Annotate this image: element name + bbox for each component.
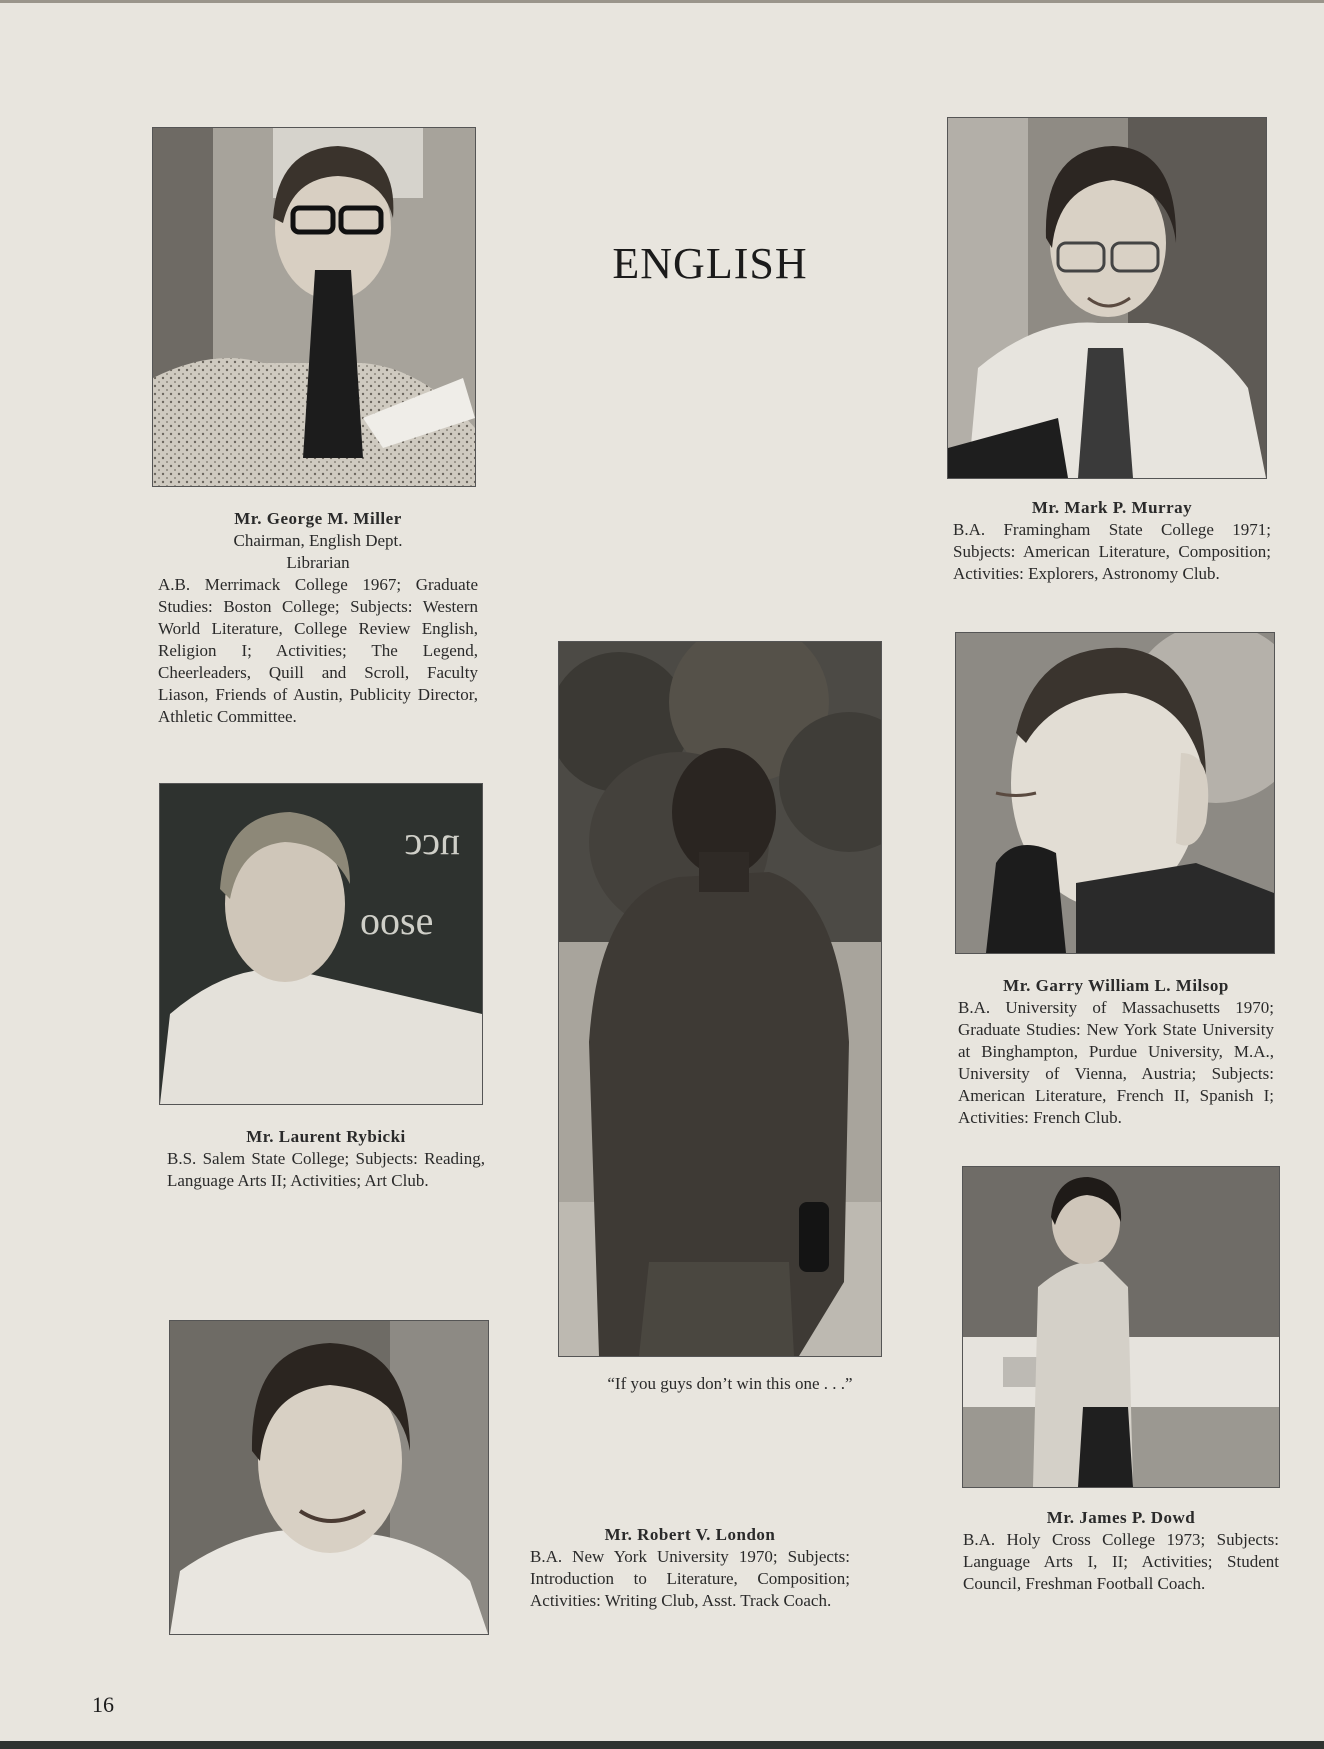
chalkboard-scrawl: ncc — [404, 818, 460, 863]
faculty-name: Mr. James P. Dowd — [1046, 1508, 1196, 1527]
photo-george-miller — [153, 128, 475, 486]
photo-james-dowd — [963, 1167, 1279, 1487]
faculty-name: Mr. Garry William L. Milsop — [1003, 976, 1229, 995]
faculty-bio: B.A. Framingham State College 1971; Subjects: American Literature, Composition; Activities: Explorers, Astronomy Club. — [953, 520, 1271, 583]
faculty-bio: B.A. New York University 1970; Subjects: Introduction to Literature, Composition; Activities: Writing Club, Asst. Track Coach. — [530, 1547, 850, 1610]
photo-mark-murray — [948, 118, 1266, 478]
faculty-name: Mr. Laurent Rybicki — [246, 1127, 406, 1146]
page-top-edge — [0, 0, 1324, 3]
photo-robert-london — [170, 1321, 488, 1634]
caption-mark-murray — [953, 497, 1271, 585]
faculty-name: Mr. Robert V. London — [604, 1525, 776, 1544]
caption-laurent-rybicki — [167, 1126, 485, 1192]
caption-james-dowd — [963, 1507, 1279, 1595]
faculty-name: Mr. George M. Miller — [234, 509, 402, 528]
faculty-name: Mr. Mark P. Murray — [1031, 498, 1193, 517]
faculty-bio: B.A. University of Massachusetts 1970; Graduate Studies: New York State University at Binghampton, Purdue University, M.A., University of Vienna, Austria; Subjects: American Literature, French II, Spanish I; Activities: French Club. — [958, 998, 1274, 1127]
photo-garry-milsop — [956, 633, 1274, 953]
faculty-bio: A.B. Merrimack College 1967; Graduate Studies: Boston College; Subjects: Western World Literature, College Review English, Religion I; Activities; The Legend, Cheerleaders, Quill and Scroll, Faculty Liason, Friends of Austin, Publicity Director, Athletic Committee. — [158, 575, 478, 726]
photo-walking-teacher — [559, 642, 881, 1356]
chalkboard-scrawl: oose — [360, 898, 434, 943]
page-number: 16 — [92, 1692, 114, 1717]
faculty-bio: B.A. Holy Cross College 1973; Subjects: Language Arts I, II; Activities; Student Council, Freshman Football Coach. — [963, 1530, 1279, 1593]
caption-garry-milsop — [958, 975, 1274, 1129]
faculty-bio: B.S. Salem State College; Subjects: Reading, Language Arts II; Activities; Art Club. — [167, 1149, 485, 1190]
caption-george-miller — [158, 508, 478, 728]
page-bottom-edge — [0, 1741, 1324, 1749]
page-title: ENGLISH — [612, 239, 808, 288]
photo-laurent-rybicki — [160, 784, 482, 1104]
faculty-role: Chairman, English Dept. — [233, 531, 403, 550]
center-photo-caption: “If you guys don’t win this one . . .” — [607, 1374, 853, 1393]
caption-robert-london — [530, 1524, 850, 1612]
faculty-role: Librarian — [286, 553, 350, 572]
